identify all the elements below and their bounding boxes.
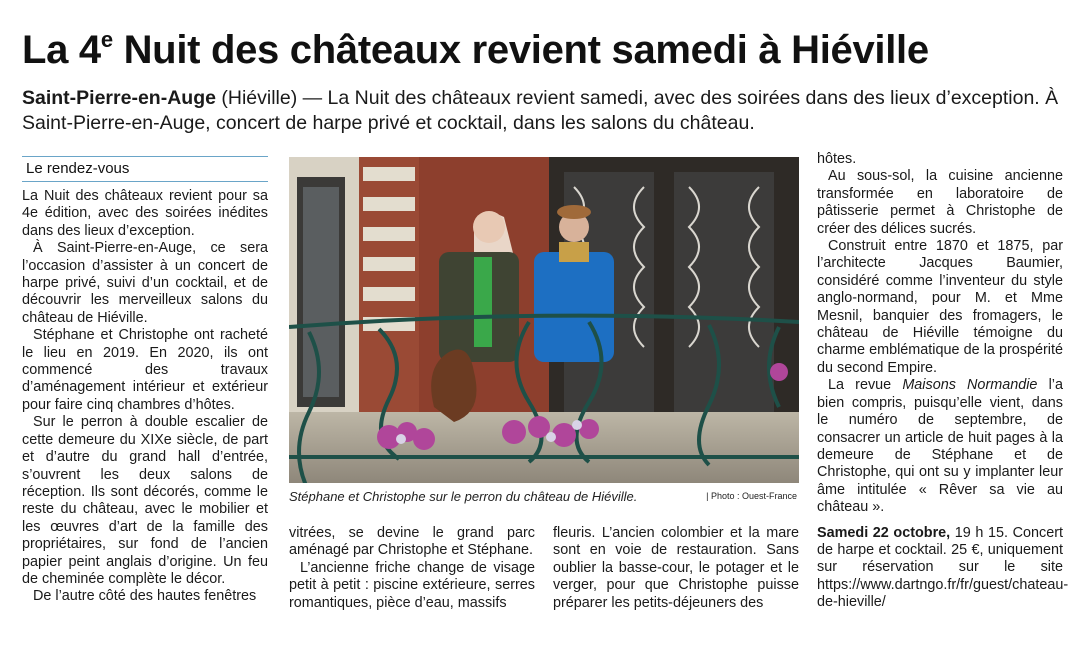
- paragraph: De l’autre côté des hautes fenêtres: [33, 588, 257, 605]
- paragraph: Sur le perron à double escalier de cette demeure du XIXe siècle, de part et d’autre du grand hall d’entrée, s’ouvrent les deux salons de réception. Ils sont décorés, comme le reste du château, avec le mobilier et les œuvres d’art de la famille des propriétaires, sur fond de l’ancien papier peint anglais d’origine. Un feu de cheminée complète le décor.: [22, 414, 268, 587]
- paragraph: L’ancienne friche change de visage petit à petit : piscine extérieure, serres romantiques, pièce d’eau, massifs: [289, 559, 535, 611]
- event-date: Samedi 22 octobre,: [817, 524, 951, 541]
- paragraph: Stéphane et Christophe ont racheté le lieu en 2019. En 2020, ils ont commencé des travaux d’aménagement intérieur et extérieur pour faire cinq chambres d’hôtes.: [22, 327, 268, 413]
- paragraph: Construit entre 1870 et 1875, par l’architecte Jacques Baumier, considéré comme l’inventeur du style anglo-normand, pour M. et Mme Mesnil, banquier des fromagers, le château de Hiéville témoigne du charme emblématique de la prospérité du second Empire.: [817, 238, 1063, 376]
- paragraph: fleuris. L’ancien colombier et la mare sont en voie de restauration. Sans oublier la basse-cour, le potager et le verger, pour que Christophe puisse préparer les petits-déjeuners des: [553, 525, 799, 611]
- paragraph: vitrées, se devine le grand parc aménagé par Christophe et Stéphane.: [289, 525, 535, 559]
- event-details: 19 h 15. Concert de harpe et cocktail. 25 €, uniquement sur réservation sur le site https://www.dartngo.fr/fr/guest/chateau-de-hieville/: [817, 524, 1069, 611]
- lead-text: La Nuit des châteaux revient samedi, avec des soirées dans des lieux d’exception. À Saint-Pierre-en-Auge, concert de harpe privé et cocktail, dans les salons du château.: [22, 87, 1059, 134]
- dateline-place: Saint-Pierre-en-Auge: [22, 87, 216, 109]
- magazine-title: Maisons Normandie: [902, 377, 1038, 394]
- paragraph: À Saint-Pierre-en-Auge, ce sera l’occasion d’assister à un concert de harpe privé, suivi d’un cocktail, et de découvrir les merveilleux salons du château de Hiéville.: [22, 240, 268, 326]
- paragraph: Au sous-sol, la cuisine ancienne transformée en laboratoire de pâtisserie permet à Christophe de créer des délices sucrés.: [817, 168, 1063, 237]
- headline: La 4e Nuit des châteaux revient samedi à Hiéville: [22, 26, 929, 72]
- column-1: [22, 188, 268, 606]
- section-rubric: Le rendez-vous: [22, 156, 268, 182]
- photo-caption: Stéphane et Christophe sur le perron du château de Hiéville.: [289, 489, 638, 504]
- event-info: [817, 524, 1069, 612]
- column-3: [553, 525, 799, 612]
- chateau-photo: [289, 157, 799, 483]
- lead-paragraph: [22, 86, 1062, 136]
- column-4: [817, 151, 1069, 612]
- paragraph: La Nuit des châteaux revient pour sa 4e édition, avec des soirées inédites dans des lieux d’exception.: [22, 188, 268, 239]
- dateline-sub: (Hiéville) —: [215, 87, 328, 109]
- paragraph-revue: La revue Maisons Normandie l’a bien compris, puisqu’elle vient, dans le numéro de septembre, de consacrer un article de huit pages à la demeure de Stéphane et de Christophe, qui ont su y implanter leur âme intitulée « Rêver sa vie au château ».: [817, 377, 1063, 516]
- photo-credit: | Photo : Ouest-France: [706, 491, 797, 501]
- column-2: [289, 525, 535, 612]
- paragraph: hôtes.: [817, 151, 857, 167]
